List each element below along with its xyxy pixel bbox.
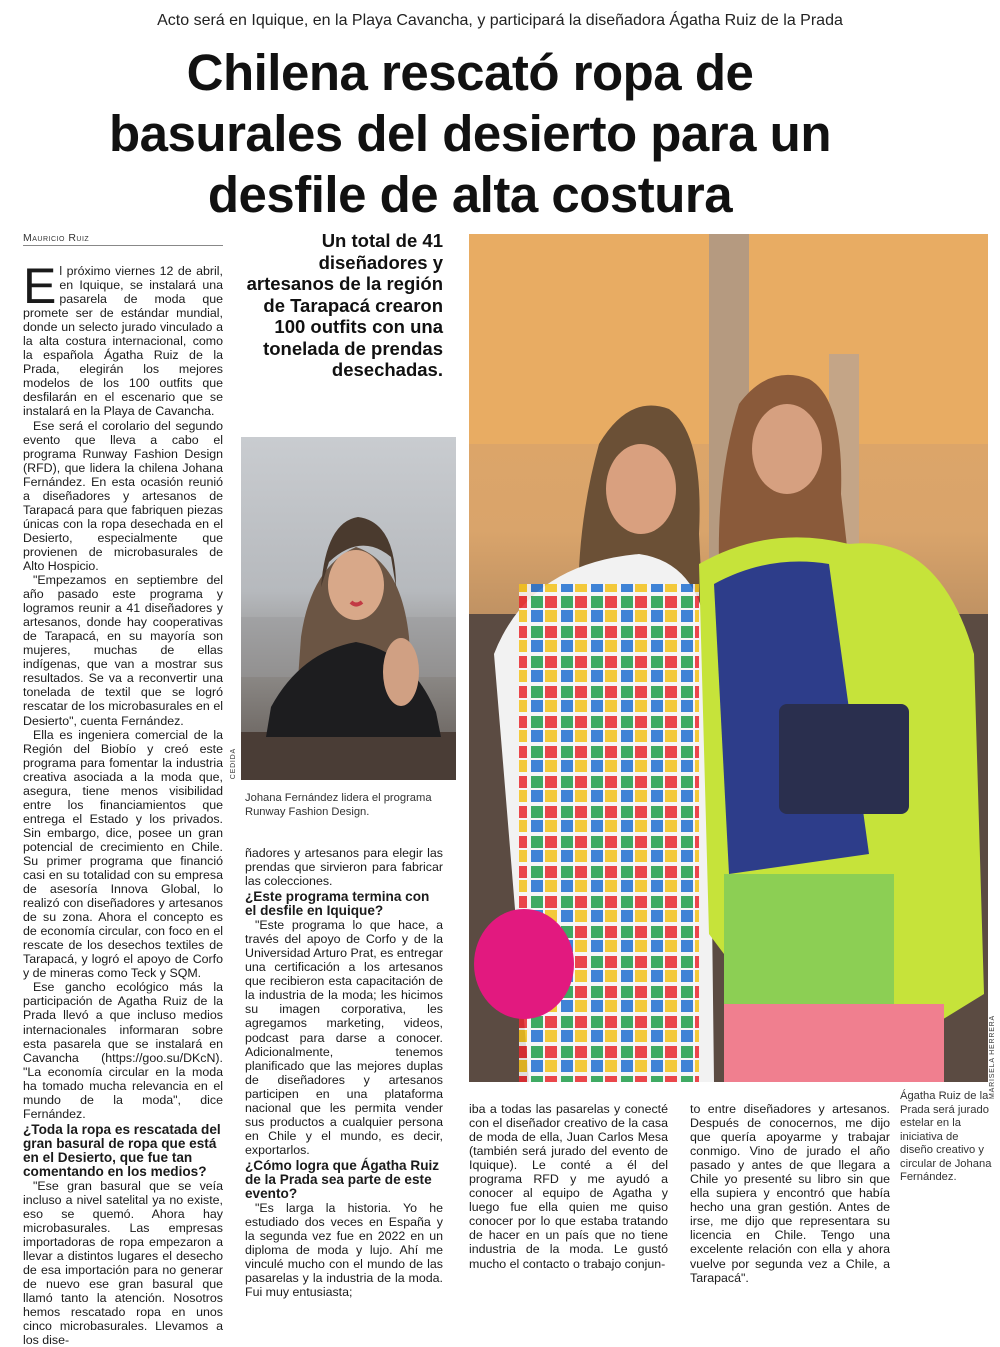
lead-paragraph: El próximo viernes 12 de abril, en Iquique, se instalará una pasarela de moda que promete ser de estándar mundial, donde un selecto jurado vinculado a la alta costura internacional, como la española Ágatha Ruiz de la Prada, elegirán los mejores modelos de los 100 outfits que desfilarán en el escenario que se instalará en la Playa de Cavancha.: [23, 258, 223, 419]
byline: Mauricio Ruiz: [23, 232, 223, 246]
deck: Un total de 41 diseñadores y artesanos de la región de Tarapacá crearon 100 outfits con una tonelada de prendas desechadas.: [246, 230, 443, 380]
photo-credit-marisela-herrera: MARISELA HERRERA: [989, 1015, 996, 1099]
portrait-illustration: [241, 437, 456, 780]
article-column-1: [23, 258, 223, 1347]
kicker: Acto será en Iquique, en la Playa Cavancha, y participará la diseñadora Ágatha Ruiz de la Prada: [157, 12, 843, 29]
article-column-3: [469, 1102, 668, 1271]
paragraph: "Este programa lo que hace, a través del apoyo de Corfo y de la Universidad Arturo Prat, es entregar una certificación a los artesanos que recibieron esta capacitación de la industria de la moda; les hicimos su imagen corporativa, les agregamos marketing, videos, podcast para darse a conocer. Adicionalmente, tenemos planificado que las mejores duplas de diseñadores y artesanos participen en una plataforma nacional que les permita vender sus productos a cualquier persona en Chile y el mundo, es decir, exportarlos.: [245, 918, 443, 1157]
paragraph: Ese será el corolario del segundo evento que lleva a cabo el programa Runway Fashion Design (RFD), que lidera la chilena Johana Fernández. En esta ocasión reunió a diseñadores y artesanos de Tarapacá para que fabriquen piezas únicas con la ropa desechada en el Desierto, especialmente que provienen de microbasurales de Alto Hospicio.: [23, 418, 223, 573]
fashion-photo-illustration: [469, 234, 988, 1082]
photo-credit-cedida: CEDIDA: [230, 748, 237, 780]
interview-question: ¿Este programa termina con el desfile en Iquique?: [245, 889, 430, 919]
interview-question: ¿Toda la ropa es rescatada del gran basural de ropa que está en el Desierto, que fue tan comentando en los medios?: [23, 1121, 221, 1179]
paragraph: Ese gancho ecológico más la participación de Agatha Ruiz de la Prada llevó a que incluso medios internacionales informaran sobre esta pasarela que se instalará en Cavancha (https://goo.su/DKcN). "La economía circular en la moda ha tomado mucha relevancia en el mundo de la moda", dice Fernández.: [23, 980, 223, 1121]
paragraph: iba a todas las pasarelas y conecté con el diseñador creativo de la casa de moda de ella, Juan Carlos Mesa (también será jurado del evento de Iquique). Le conté a él del programa RFD y me ayudó a conocer al equipo de Agatha y luego fue ella quien me quiso conocer por lo que estaba tratando de hacer en un país que no tiene industria de la moda. Le gustó mucho el contacto o trabajo conjun-: [469, 1102, 668, 1271]
article-column-2: [245, 846, 443, 1299]
paragraph: "Es larga la historia. Yo he estudiado dos veces en España y la segunda vez fue en 2022 en un diploma de moda y lujo. Ahí me vinculé mucho con el mundo de las pasarelas y la industria de la moda. Fui muy entusiasta;: [245, 1200, 443, 1300]
article-column-4: [690, 1102, 890, 1285]
photo-johana-fernandez: [241, 437, 456, 780]
interview-question: ¿Cómo logra que Ágatha Ruiz de la Prada sea parte de este evento?: [245, 1157, 440, 1201]
paragraph: Ella es ingeniera comercial de la Región del Biobío y creó este programa para fomentar la industria creativa asociada a la moda que, asegura, tiene menos visibilidad entre los financiamientos que entrega el Estado y los privados. Sin embargo, dice, posee un gran potencial de crecimiento en Chile. Su primer programa que financió casi en su totalidad con su empresa de asesoría Innova Global, lo realizó con diseñadores y artesanos de su zona. Ahora el concepto es de economía circular, con foco en el rescate de los desechos textiles de Tarapacá, y logró el apoyo de Corfo y de mineras como Teck y SQM.: [23, 727, 223, 981]
paragraph: "Ese gran basural que se veía incluso a nivel satelital ya no existe, eso se quemó. Ahora hay microbasurales. Las empresas importadoras de ropa empezaron a llevar a distintos lugares el desecho de esa importación para no generar de nuevo ese gran basural que llamó tanto la atención. Nosotros hemos rescatado ropa en unos cinco microbasurales. Llevamos a los dise-: [23, 1178, 223, 1347]
photo-caption-small: Johana Fernández lidera el programa Runway Fashion Design.: [245, 792, 432, 818]
photo-agatha-and-johana: [469, 234, 988, 1082]
paragraph: "Empezamos en septiembre del año pasado este programa y logramos reunir a 41 diseñadores y artesanos, donde hay cooperativas de Tarapacá, en su mayoría son mujeres, muchas de ellas indígenas, que van a mostrar sus resultados. Se va a reconvertir una tonelada de textil que se logró rescatar de los microbasurales en el Desierto", cuenta Fernández.: [23, 573, 223, 728]
drop-cap: E: [23, 258, 57, 314]
headline: Chilena rescató ropa de basurales del desierto para un desfile de alta costura: [109, 44, 831, 223]
paragraph: to entre diseñadores y artesanos. Después de conocernos, me dijo que quería apoyarme y trabajar conmigo. Vino de jurado el año pasado y antes de que llegara a Chile yo presenté su libro sin que ella supiera y encontró que había hecho una gran gestión. Antes de irse, me dijo que representara su licencia en Chile. Tengo una excelente relación con ella y ahora vuelve por segunda vez a Chile, a Tarapacá".: [690, 1102, 890, 1285]
paragraph: ñadores y artesanos para elegir las prendas que sirvieron para fabricar las colecciones.: [245, 846, 443, 889]
photo-caption-big: Ágatha Ruiz de la Prada será jurado estelar en la iniciativa de diseño creativo y circular de Johana Fernández.: [900, 1090, 992, 1183]
